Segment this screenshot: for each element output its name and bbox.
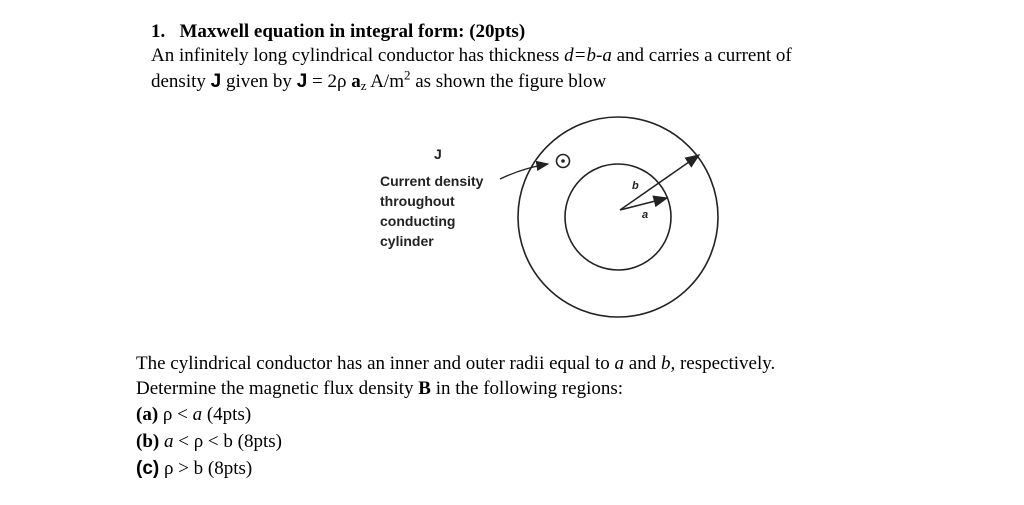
body-text: Determine the magnetic flux density: [136, 378, 419, 399]
var-b: b: [586, 45, 596, 66]
body-text: The cylindrical conductor has an inner and outer radii equal to: [136, 353, 615, 374]
current-density-expr: = 2ρ: [307, 71, 352, 92]
part-points: (4pts): [202, 404, 252, 425]
intro-text: density: [151, 71, 211, 92]
label-conducting: conducting: [380, 213, 456, 229]
body-line-1: [136, 352, 775, 376]
label-current-density: Current density: [380, 173, 484, 189]
part-b: [136, 430, 282, 454]
var-d: d: [564, 45, 574, 66]
unit-vector-sub: z: [360, 78, 367, 93]
part-label: (b): [136, 431, 160, 452]
leader-line-arrow: [500, 164, 548, 179]
var-a: a: [602, 45, 612, 66]
var-a: a: [159, 431, 174, 452]
label-cylinder: cylinder: [380, 233, 434, 249]
body-line-2: [136, 377, 623, 401]
var-b: b,: [660, 353, 676, 374]
label-throughout: throughout: [380, 193, 455, 209]
intro-text: An infinitely long cylindrical conductor has thickness: [151, 45, 565, 66]
intro-text: given by: [221, 71, 297, 92]
outer-circle: [518, 117, 718, 317]
var-J: J: [210, 71, 222, 92]
problem-title: Maxwell equation in integral form: (20pts): [179, 21, 526, 42]
problem-title-line: [151, 20, 525, 44]
equals-sign: =: [573, 45, 587, 66]
var-a: a: [192, 404, 203, 425]
part-a: [136, 403, 251, 427]
problem-number: 1.: [151, 21, 166, 42]
minus-sign: -: [596, 45, 603, 66]
unit: A/m: [366, 71, 404, 92]
var-a: a: [614, 353, 625, 374]
part-c: [136, 457, 252, 481]
inner-circle: [565, 164, 671, 270]
part-label: (c): [136, 458, 160, 479]
cylinder-figure: [360, 106, 730, 341]
intro-line-2: [151, 67, 607, 94]
label-b: b: [632, 180, 639, 192]
unit-exponent: 2: [403, 67, 411, 83]
label-a: a: [642, 209, 649, 221]
part-expr: < ρ < b (8pts): [173, 431, 282, 452]
part-expr: ρ > b (8pts): [159, 458, 253, 479]
intro-line-1: [151, 44, 792, 68]
intro-text-end: as shown the figure blow: [410, 71, 607, 92]
intro-text-end: and carries a current of: [611, 45, 792, 66]
var-B: B: [418, 378, 431, 399]
body-text-end: in the following regions:: [430, 378, 624, 399]
current-dot: [561, 159, 565, 163]
label-J: J: [434, 146, 442, 162]
part-expr: ρ <: [158, 404, 193, 425]
body-text-end: respectively.: [675, 353, 776, 374]
unit-vector-a: a: [351, 71, 361, 92]
part-label: (a): [136, 404, 159, 425]
var-J: J: [296, 71, 308, 92]
body-text: and: [624, 353, 661, 374]
